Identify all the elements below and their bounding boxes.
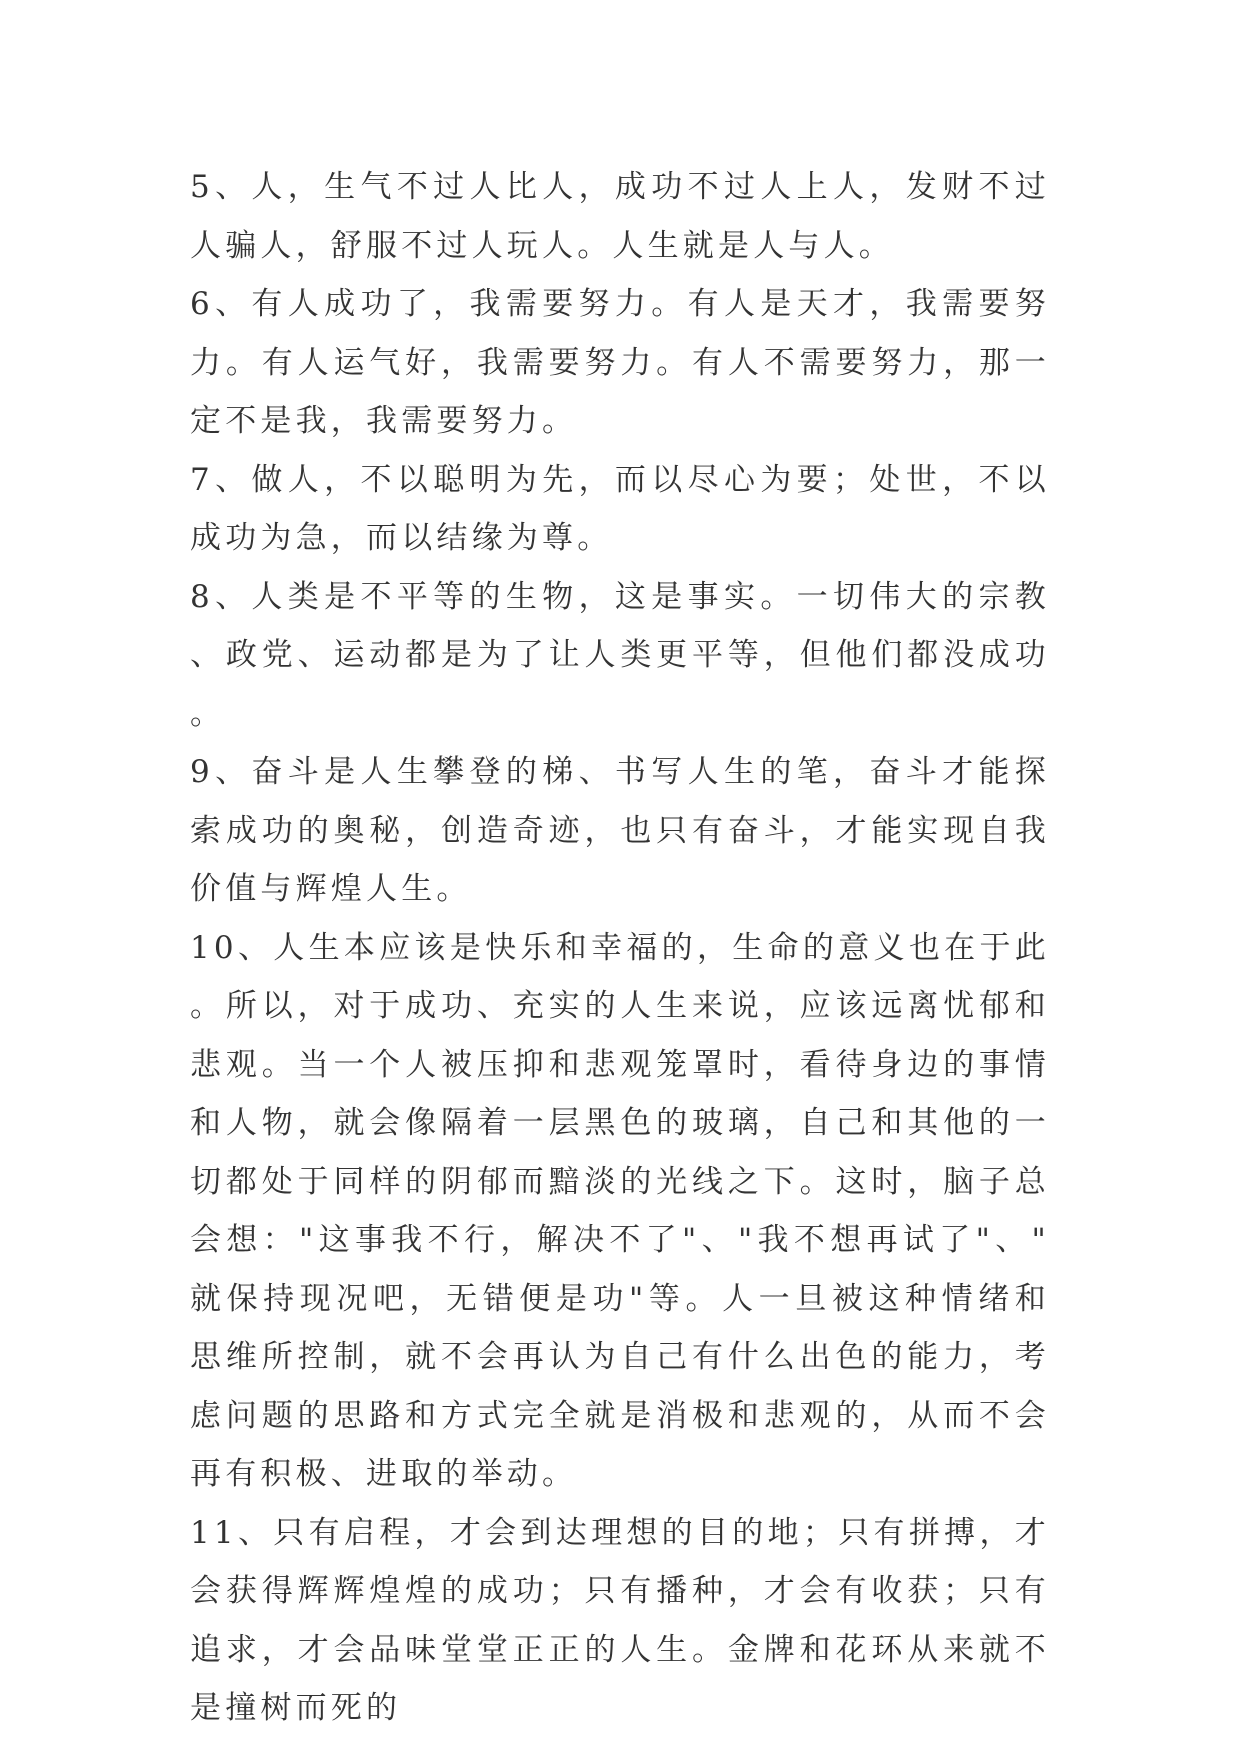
paragraph-8: 8、人类是不平等的生物，这是事实。一切伟大的宗教、政党、运动都是为了让人类更平等，但他们都没成功。: [190, 578, 1050, 732]
paragraph-11: 11、只有启程，才会到达理想的目的地；只有拼搏，才会获得辉辉煌煌的成功；只有播种，才会有收获；只有追求，才会品味堂堂正正的人生。金牌和花环从来就不是撞树而死的: [190, 1514, 1050, 1726]
paragraph-5: 5、人，生气不过人比人，成功不过人上人，发财不过人骗人，舒服不过人玩人。人生就是人与人。: [190, 169, 1050, 264]
paragraph-6: 6、有人成功了，我需要努力。有人是天才，我需要努力。有人运气好，我需要努力。有人不需要努力，那一定不是我，我需要努力。: [190, 286, 1050, 439]
document-body: [190, 158, 1050, 1738]
paragraph-9: 9、奋斗是人生攀登的梯、书写人生的笔，奋斗才能探索成功的奥秘，创造奇迹，也只有奋斗，才能实现自我价值与辉煌人生。: [190, 754, 1050, 907]
paragraph-7: 7、做人，不以聪明为先，而以尽心为要；处世，不以成功为急，而以结缘为尊。: [190, 461, 1050, 556]
paragraph-10: 10、人生本应该是快乐和幸福的，生命的意义也在于此。所以，对于成功、充实的人生来说，应该远离忧郁和悲观。当一个人被压抑和悲观笼罩时，看待身边的事情和人物，就会像隔着一层黑色的玻璃，自己和其他的一切都处于同样的阴郁而黯淡的光线之下。这时，脑子总会想："这事我不行，解决不了"、"我不想再试了"、"就保持现况吧，无错便是功"等。人一旦被这种情绪和思维所控制，就不会再认为自己有什么出色的能力，考虑问题的思路和方式完全就是消极和悲观的，从而不会再有积极、进取的举动。: [190, 929, 1050, 1492]
